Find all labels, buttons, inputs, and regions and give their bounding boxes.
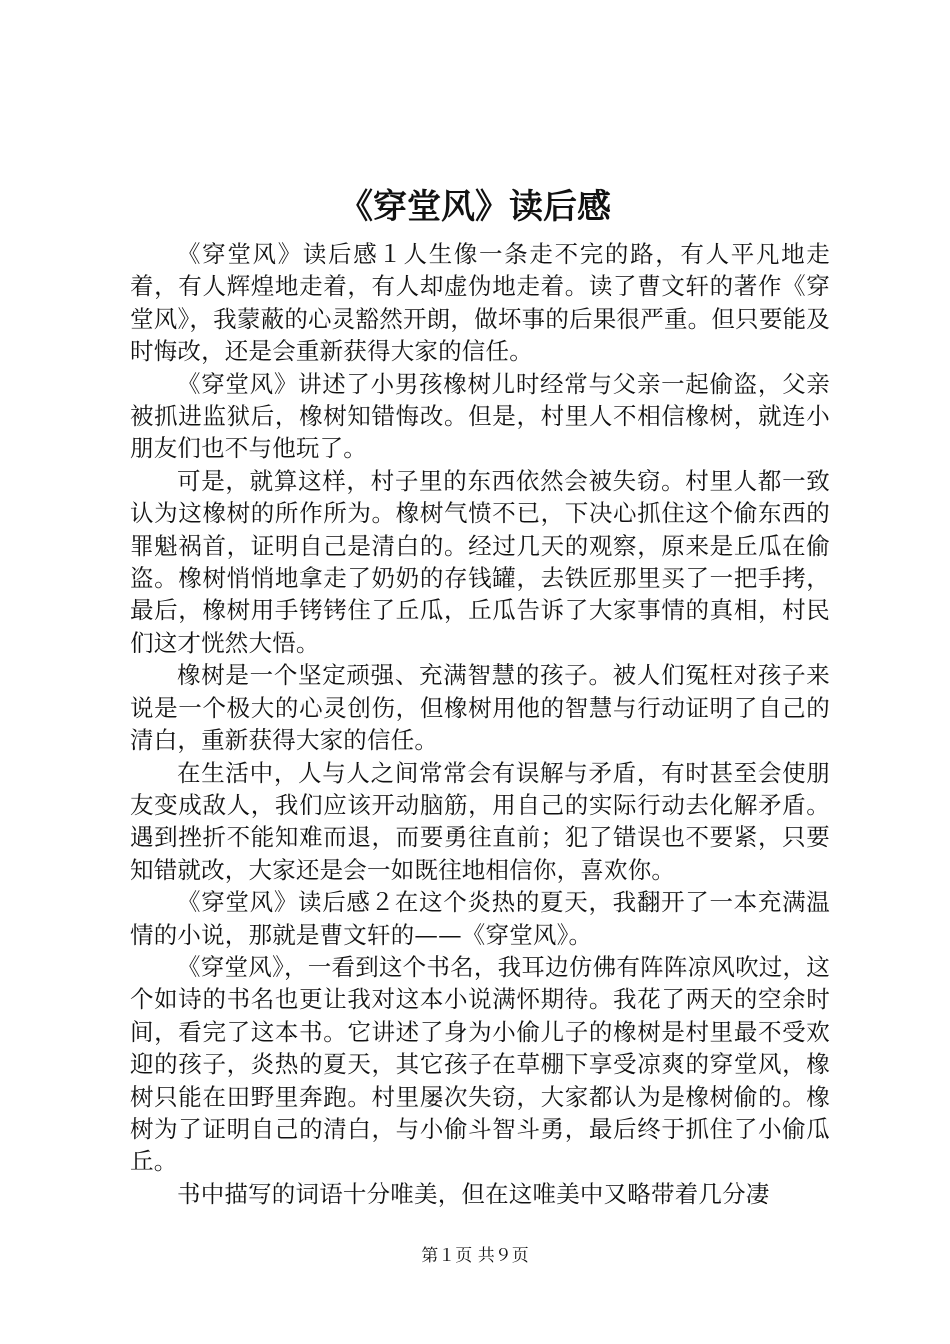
document-title: 《穿堂风》读后感 [339,187,611,227]
paragraph: 在生活中，人与人之间常常会有误解与矛盾，有时甚至会使朋友变成敌人，我们应该开动脑筋，用自己的实际行动去化解矛盾。遇到挫折不能知难而退，而要勇往直前；犯了错误也不要紧，只要知错就改，大家还是会一如既往地相信你，喜欢你。 [130,758,830,884]
paragraph: 橡树是一个坚定顽强、充满智慧的孩子。被人们冤枉对孩子来说是一个极大的心灵创伤，但橡树用他的智慧与行动证明了自己的清白，重新获得大家的信任。 [130,661,830,755]
paragraph: 《穿堂风》，一看到这个书名，我耳边仿佛有阵阵凉风吹过，这个如诗的书名也更让我对这本小说满怀期待。我花了两天的空余时间，看完了这本书。它讲述了身为小偷儿子的橡树是村里最不受欢迎的孩子，炎热的夏天，其它孩子在草棚下享受凉爽的穿堂风，橡树只能在田野里奔跑。村里屡次失窃，大家都认为是橡树偷的。橡树为了证明自己的清白，与小偷斗智斗勇，最后终于抓住了小偷瓜丘。 [130,952,830,1176]
paragraph: 书中描写的词语十分唯美，但在这唯美中又略带着几分凄 [177,1179,770,1208]
paragraph: 《穿堂风》读后感１人生像一条走不完的路，有人平凡地走着，有人辉煌地走着，有人却虚伪地走着。读了曹文轩的著作《穿堂风》，我蒙蔽的心灵豁然开朗，做坏事的后果很严重。但只要能及时悔改，还是会重新获得大家的信任。 [130,240,830,366]
document-body [130,238,830,1210]
paragraph: 可是，就算这样，村子里的东西依然会被失窃。村里人都一致认为这橡树的所作所为。橡树气愤不已，下决心抓住这个偷东西的罪魁祸首，证明自己是清白的。经过几天的观察，原来是丘瓜在偷盗。橡树悄悄地拿走了奶奶的存钱罐，去铁匠那里买了一把手拷，最后，橡树用手铐铐住了丘瓜，丘瓜告诉了大家事情的真相，村民们这才恍然大悟。 [130,466,830,657]
paragraph: 《穿堂风》讲述了小男孩橡树儿时经常与父亲一起偷盗，父亲被抓进监狱后，橡树知错悔改。但是，村里人不相信橡树，就连小朋友们也不与他玩了。 [130,369,830,463]
paragraph: 《穿堂风》读后感２在这个炎热的夏天，我翻开了一本充满温情的小说，那就是曹文轩的——《穿堂风》。 [130,888,830,949]
page-number-footer: 第１页 共９页 [421,1246,529,1266]
